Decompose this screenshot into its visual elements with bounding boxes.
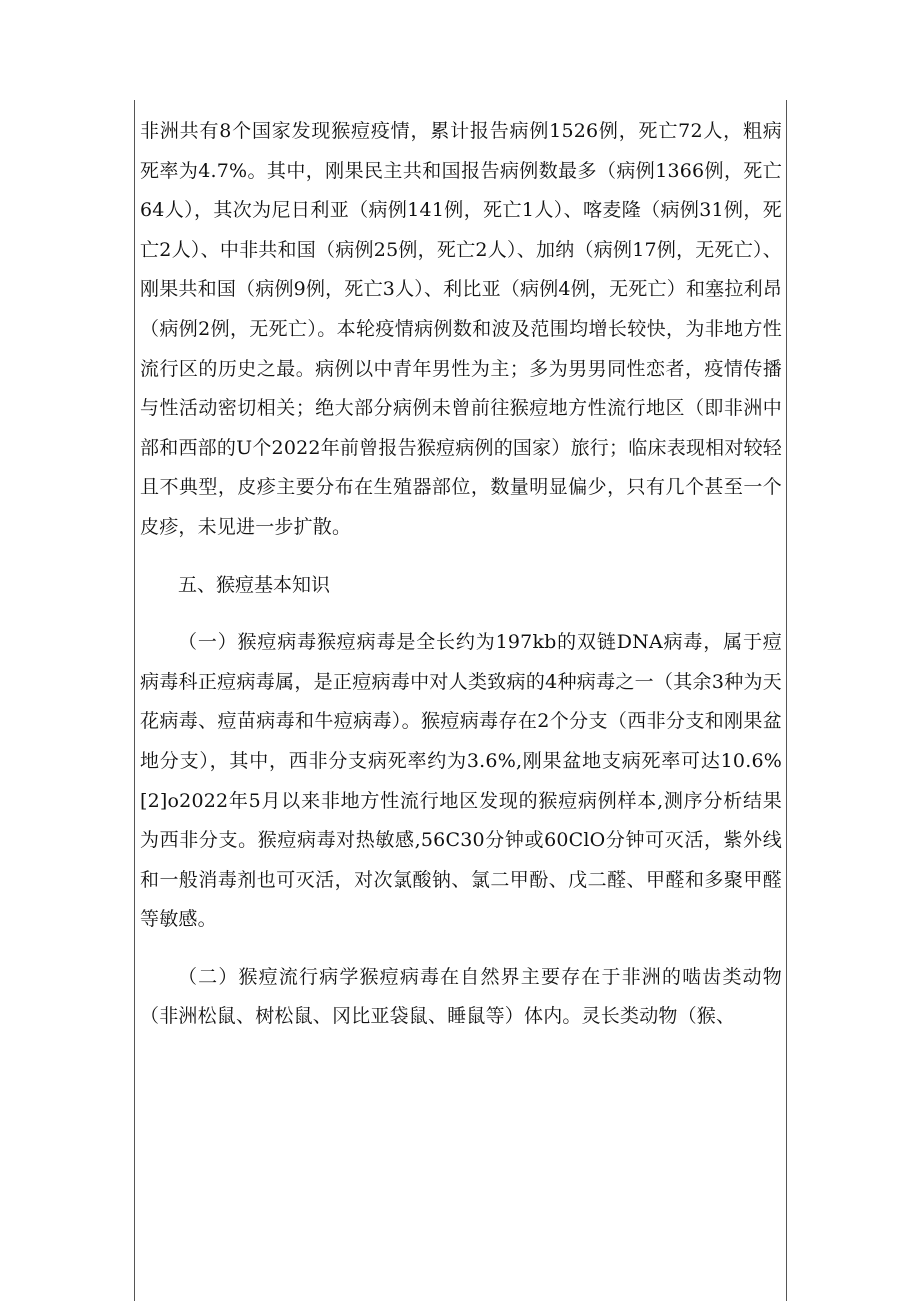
- paragraph-outbreak-summary: 非洲共有8个国家发现猴痘疫情，累计报告病例1526例，死亡72人，粗病死率为4.7%。其中，刚果民主共和国报告病例数最多（病例1366例，死亡64人），其次为尼日利亚（病例141例，死亡1人）、喀麦隆（病例31例，死亡2人）、中非共和国（病例25例，死亡2人）、加纳（病例17例，无死亡）、刚果共和国（病例9例，死亡3人）、利比亚（病例4例，无死亡）和塞拉利昂（病例2例，无死亡）。本轮疫情病例数和波及范围均增长较快，为非地方性流行区的历史之最。病例以中青年男性为主；多为男男同性恋者，疫情传播与性活动密切相关；绝大部分病例未曾前往猴痘地方性流行地区（即非洲中部和西部的U个2022年前曾报告猴痘病例的国家）旅行；临床表现相对较轻且不典型，皮疹主要分布在生殖器部位，数量明显偏少，只有几个甚至一个皮疹，未见进一步扩散。: [140, 120, 782, 538]
- paragraph-gap: [140, 940, 782, 958]
- page-border-left: [134, 100, 135, 1301]
- document-body: [140, 112, 782, 1037]
- page-border-right: [786, 100, 787, 1301]
- section-heading: 五、猴痘基本知识: [178, 573, 331, 596]
- paragraph-epidemiology: （二）猴痘流行病学猴痘病毒在自然界主要存在于非洲的啮齿类动物（非洲松鼠、树松鼠、冈比亚袋鼠、睡鼠等）体内。灵长类动物（猴、: [140, 965, 782, 1028]
- paragraph-monkeypox-virus: （一）猴痘病毒猴痘病毒是全长约为197kb的双链DNA病毒，属于痘病毒科正痘病毒属，是正痘病毒中对人类致病的4种病毒之一（其余3种为天花病毒、痘苗病毒和牛痘病毒）。猴痘病毒存在2个分支（西非分支和刚果盆地分支），其中，西非分支病死率约为3.6%,刚果盆地支病死率可达10.6%[2]o2022年5月以来非地方性流行地区发现的猴痘病例样本,测序分析结果为西非分支。猴痘病毒对热敏感,56C30分钟或60ClO分钟可灭活，紫外线和一般消毒剂也可灭活，对次氯酸钠、氯二甲酚、戊二醛、甲醛和多聚甲醛等敏感。: [140, 631, 782, 931]
